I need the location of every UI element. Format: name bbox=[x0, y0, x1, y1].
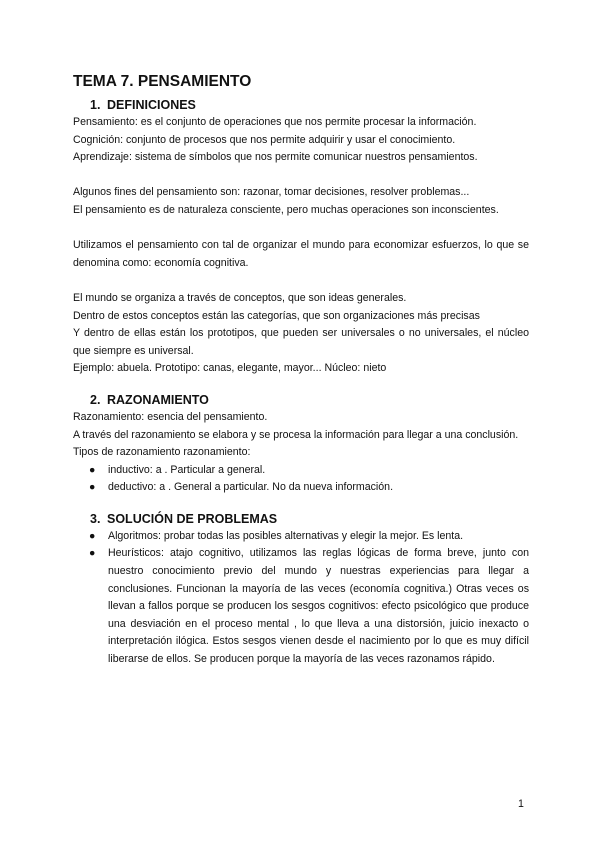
paragraph: A través del razonamiento se elabora y se procesa la información para llegar a una conclusión. bbox=[73, 428, 519, 441]
paragraph-line: Dentro de estos conceptos están las categorías, que son organizaciones más precisas bbox=[73, 309, 480, 322]
list-item-text: inductivo: a . Particular a general. bbox=[108, 463, 266, 476]
section-heading-solucion-de-problemas bbox=[73, 510, 529, 528]
section-number: 2. bbox=[90, 392, 101, 407]
paragraph-line: Cognición: conjunto de procesos que nos permite adquirir y usar el conocimiento. bbox=[73, 133, 456, 146]
bullet-icon: ● bbox=[89, 547, 96, 560]
list-item bbox=[73, 462, 529, 480]
paragraph-line: Algunos fines del pensamiento son: razonar, tomar decisiones, resolver problemas... bbox=[73, 186, 470, 199]
section-title: SOLUCIÓN DE PROBLEMAS bbox=[107, 511, 278, 526]
list-item-text: deductivo: a . General a particular. No da nueva información. bbox=[108, 481, 394, 494]
list-item bbox=[73, 528, 529, 546]
paragraph: Utilizamos el pensamiento con tal de organizar el mundo para economizar esfuerzos, lo que se denomina como: economía cognitiva. bbox=[73, 239, 529, 269]
list-item-text: Heurísticos: atajo cognitivo, utilizamos las reglas lógicas de forma breve, junto con nuestro conocimiento previo del mundo y nuestras experiencias para llegar a conclusiones. Funcionan la mayoría de las veces (economía cognitiva.) Otras veces os llevan a fallos porque se producen los sesgos cognitivos: efecto psicológico que produce una desviación en el proceso mental , lo que lleva a una distorsión, juicio inexacto o interpretación ilógica. Estos sesgos vienen desde el nacimiento por lo que es muy difícil liberarse de ellos. Se producen porque la mayoría de las veces razonamos rápido. bbox=[108, 547, 529, 666]
paragraph-line: Ejemplo: abuela. Prototipo: canas, elegante, mayor... Núcleo: nieto bbox=[73, 362, 387, 375]
paragraph-line: Tipos de razonamiento razonamiento: bbox=[73, 446, 251, 459]
list-item bbox=[73, 479, 529, 497]
paragraph-line: El pensamiento es de naturaleza consciente, pero muchas operaciones son inconscientes. bbox=[73, 203, 499, 216]
paragraph: Y dentro de ellas están los prototipos, que pueden ser universales o no universales, el núcleo que siempre es universal. bbox=[73, 327, 529, 357]
section-heading-razonamiento bbox=[73, 391, 529, 409]
bullet-icon: ● bbox=[89, 529, 96, 542]
section-number: 1. bbox=[90, 98, 101, 112]
bullet-icon: ● bbox=[89, 463, 96, 476]
list-item bbox=[73, 545, 529, 668]
section-heading-definiciones bbox=[73, 96, 529, 114]
document-title: TEMA 7. PENSAMIENTO bbox=[73, 73, 252, 90]
problem-solving-list bbox=[73, 528, 529, 669]
reasoning-types-list bbox=[73, 462, 529, 497]
page-number: 1 bbox=[518, 798, 524, 810]
bullet-icon: ● bbox=[89, 481, 96, 494]
page-content bbox=[73, 72, 529, 669]
section-title: RAZONAMIENTO bbox=[107, 392, 209, 407]
paragraph-line: Aprendizaje: sistema de símbolos que nos permite comunicar nuestros pensamientos. bbox=[73, 151, 478, 164]
paragraph-line: El mundo se organiza a través de conceptos, que son ideas generales. bbox=[73, 291, 407, 304]
paragraph-line: Pensamiento: es el conjunto de operaciones que nos permite procesar la información. bbox=[73, 116, 477, 128]
list-item-text: Algoritmos: probar todas las posibles alternativas y elegir la mejor. Es lenta. bbox=[108, 529, 464, 542]
section-number: 3. bbox=[90, 511, 101, 526]
paragraph-line: Razonamiento: esencia del pensamiento. bbox=[73, 410, 268, 423]
section-title: DEFINICIONES bbox=[107, 98, 196, 112]
